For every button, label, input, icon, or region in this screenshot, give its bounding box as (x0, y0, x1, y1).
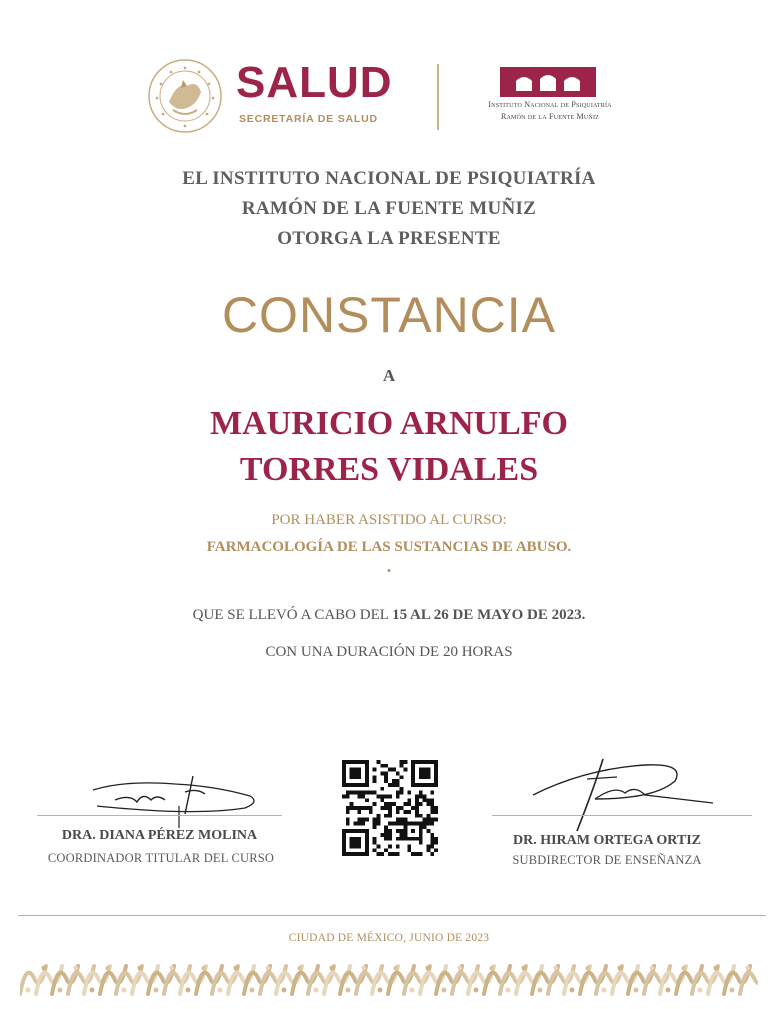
salud-logo-subtitle: SECRETARÍA DE SALUD (239, 113, 378, 125)
signature-2-graphic (525, 755, 725, 833)
to-label: A (382, 366, 396, 385)
recipient-name-line-1: MAURICIO ARNULFO (210, 405, 568, 442)
course-trailing-mark: . (386, 556, 392, 576)
dates-range: 15 AL 26 DE MAYO DE 2023. (392, 607, 586, 623)
intro-line-1: EL INSTITUTO NACIONAL DE PSIQUIATRÍA (182, 168, 596, 189)
signature-1-role: COORDINADOR TITULAR DEL CURSO (47, 851, 275, 865)
qr-code-icon (342, 760, 438, 856)
mexican-seal-icon (147, 58, 223, 134)
signature-2-name: DR. HIRAM ORTEGA ORTIZ (512, 833, 702, 848)
dates-line (0, 607, 778, 624)
signature-1-line (37, 815, 282, 816)
footer-divider (18, 915, 766, 916)
course-prefix: POR HABER ASISTIDO AL CURSO: (271, 512, 507, 528)
recipient-name-line-2: TORRES VIDALES (239, 451, 539, 488)
institute-name-line-1: Instituto Nacional de Psiquiatría (488, 100, 612, 109)
intro-line-3: OTORGA LA PRESENTE (277, 228, 501, 249)
signature-2-line (492, 815, 752, 816)
salud-logo-title: SALUD (236, 58, 393, 107)
signature-2-role: SUBDIRECTOR DE ENSEÑANZA (512, 853, 702, 867)
duration-text: CON UNA DURACIÓN DE 20 HORAS (265, 644, 513, 660)
course-name: FARMACOLOGÍA DE LAS SUSTANCIAS DE ABUSO. (206, 539, 572, 555)
dates-prefix: QUE SE LLEVÓ A CABO DEL (192, 607, 393, 623)
institute-name-line-2: Ramón de la Fuente Muñiz (500, 112, 600, 121)
decorative-pattern-band (20, 958, 758, 1000)
signature-1-graphic (85, 770, 265, 830)
institute-logo-icon (500, 67, 596, 97)
signature-1-name: DRA. DIANA PÉREZ MOLINA (61, 828, 258, 843)
footer-place-date: CIUDAD DE MÉXICO, JUNIO DE 2023 (288, 932, 490, 944)
document-title: CONSTANCIA (221, 287, 557, 343)
header-divider (437, 64, 439, 130)
intro-line-2: RAMÓN DE LA FUENTE MUÑIZ (241, 198, 537, 219)
